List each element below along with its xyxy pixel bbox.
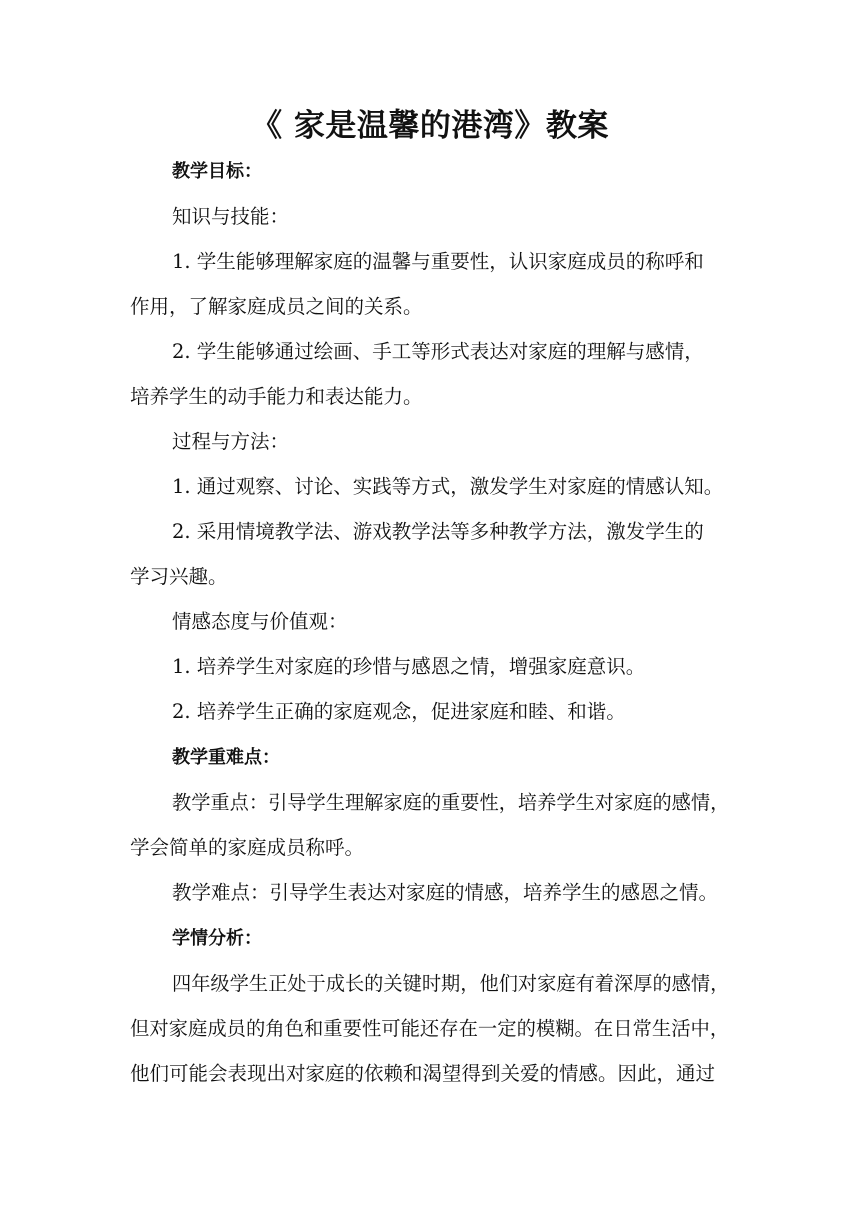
paragraph-line: 1. 学生能够理解家庭的温馨与重要性，认识家庭成员的称呼和 bbox=[172, 250, 704, 273]
paragraph-line: 培养学生的动手能力和表达能力。 bbox=[130, 385, 423, 408]
paragraph-line: 教学重点：引导学生理解家庭的重要性，培养学生对家庭的感情， bbox=[172, 791, 730, 814]
subsection-label-process: 过程与方法： bbox=[172, 430, 290, 453]
paragraph-line: 教学难点：引导学生表达对家庭的情感，培养学生的感恩之情。 bbox=[172, 881, 719, 904]
section-heading-analysis: 学情分析： bbox=[172, 928, 262, 949]
paragraph-line: 2. 培养学生正确的家庭观念，促进家庭和睦、和谐。 bbox=[172, 700, 626, 723]
paragraph-line: 学会简单的家庭成员称呼。 bbox=[130, 836, 365, 859]
subsection-label-emotion: 情感态度与价值观： bbox=[172, 610, 348, 633]
paragraph-line: 2. 采用情境教学法、游戏教学法等多种教学方法，激发学生的 bbox=[172, 520, 704, 543]
paragraph-line: 2. 学生能够通过绘画、手工等形式表达对家庭的理解与感情， bbox=[172, 340, 704, 363]
paragraph-line: 作用，了解家庭成员之间的关系。 bbox=[130, 295, 423, 318]
subsection-label-knowledge: 知识与技能： bbox=[172, 205, 290, 228]
document-title: 《 家是温馨的港湾》教案 bbox=[251, 108, 609, 144]
paragraph-line: 他们可能会表现出对家庭的依赖和渴望得到关爱的情感。因此，通过 bbox=[130, 1062, 716, 1085]
paragraph-line: 学习兴趣。 bbox=[130, 565, 228, 588]
paragraph-line: 四年级学生正处于成长的关键时期，他们对家庭有着深厚的感情， bbox=[172, 972, 730, 995]
paragraph-line: 1. 培养学生对家庭的珍惜与感恩之情，增强家庭意识。 bbox=[172, 655, 646, 678]
section-heading-key-points: 教学重难点： bbox=[172, 747, 280, 768]
paragraph-line: 1. 通过观察、讨论、实践等方式，激发学生对家庭的情感认知。 bbox=[172, 475, 724, 498]
section-heading-objectives: 教学目标： bbox=[172, 161, 262, 182]
paragraph-line: 但对家庭成员的角色和重要性可能还存在一定的模糊。在日常生活中， bbox=[130, 1017, 730, 1040]
